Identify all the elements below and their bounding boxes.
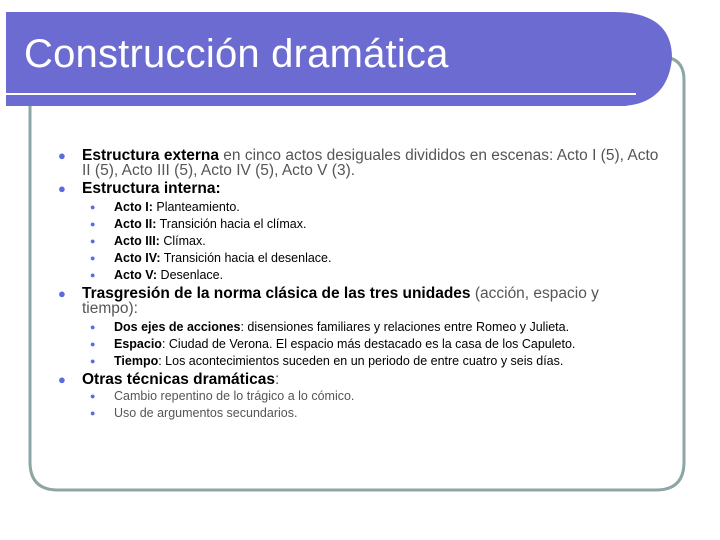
bullet-icon: ● [90, 253, 96, 263]
subitem-espacio [114, 337, 575, 352]
bullet-icon: ● [58, 148, 66, 163]
bullet-icon: ● [58, 372, 66, 387]
item-term: Estructura interna: [82, 180, 221, 197]
bullet-icon: ● [90, 391, 96, 401]
bullet-icon: ● [90, 408, 96, 418]
bullet-icon: ● [90, 270, 96, 280]
bullet-icon: ● [90, 339, 96, 349]
subitem-text: : Ciudad de Verona. El espacio más destacado es la casa de los Capuleto. [161, 337, 576, 351]
subitem-text: : disensiones familiares y relaciones entre Romeo y Julieta. [240, 320, 570, 334]
list-item-otras-tecnicas [82, 372, 279, 387]
bullet-icon: ● [90, 322, 96, 332]
subitem-text: Desenlace. [157, 268, 224, 282]
item-text: en cinco actos desiguales divididos en escenas: Acto I (5), Acto II (5), Acto III (5), Acto IV (5), Acto V (3). [82, 147, 659, 179]
subitem-term: Tiempo [114, 354, 159, 368]
subitem-cambio-repentino: Cambio repentino de lo trágico a lo cómico. [114, 389, 355, 403]
subitem-text: Clímax. [159, 234, 206, 248]
bullet-icon: ● [90, 202, 96, 212]
subitem-text: Transición hacia el desenlace. [160, 251, 332, 265]
subitem-argumentos-secundarios: Uso de argumentos secundarios. [114, 406, 298, 420]
item-term: Otras técnicas dramáticas [82, 371, 275, 388]
subitem-acto-3 [114, 234, 206, 249]
subitem-text: Planteamiento. [152, 200, 240, 214]
list-item-trasgresion [82, 286, 642, 316]
subitem-dos-ejes [114, 320, 569, 335]
bullet-icon: ● [90, 219, 96, 229]
list-item-estructura-externa [82, 148, 662, 178]
subitem-term: Espacio [114, 337, 162, 351]
bullet-icon: ● [90, 356, 96, 366]
subitem-acto-5 [114, 268, 223, 283]
bullet-icon: ● [58, 181, 66, 196]
subitem-term: Acto IV: [114, 251, 161, 265]
item-text: : [275, 371, 280, 388]
bullet-icon: ● [90, 236, 96, 246]
subitem-acto-4 [114, 251, 331, 266]
subitem-text: Transición hacia el clímax. [156, 217, 307, 231]
subitem-text: : Los acontecimientos suceden en un periodo de entre cuatro y seis días. [158, 354, 564, 368]
subitem-term: Acto V: [114, 268, 158, 282]
subitem-term: Acto III: [114, 234, 160, 248]
item-term: Trasgresión de la norma clásica de las tres unidades [82, 285, 471, 302]
subitem-term: Acto II: [114, 217, 157, 231]
subitem-acto-2 [114, 217, 306, 232]
bullet-icon: ● [58, 286, 66, 301]
subitem-acto-1 [114, 200, 240, 215]
item-text: (acción, espacio y tiempo): [82, 285, 599, 317]
list-item-estructura-interna [82, 181, 221, 196]
slide-title: Construcción dramática [24, 32, 449, 76]
subitem-tiempo [114, 354, 563, 369]
subitem-term: Acto I: [114, 200, 153, 214]
subitem-term: Dos ejes de acciones [114, 320, 241, 334]
item-term: Estructura externa [82, 147, 219, 164]
